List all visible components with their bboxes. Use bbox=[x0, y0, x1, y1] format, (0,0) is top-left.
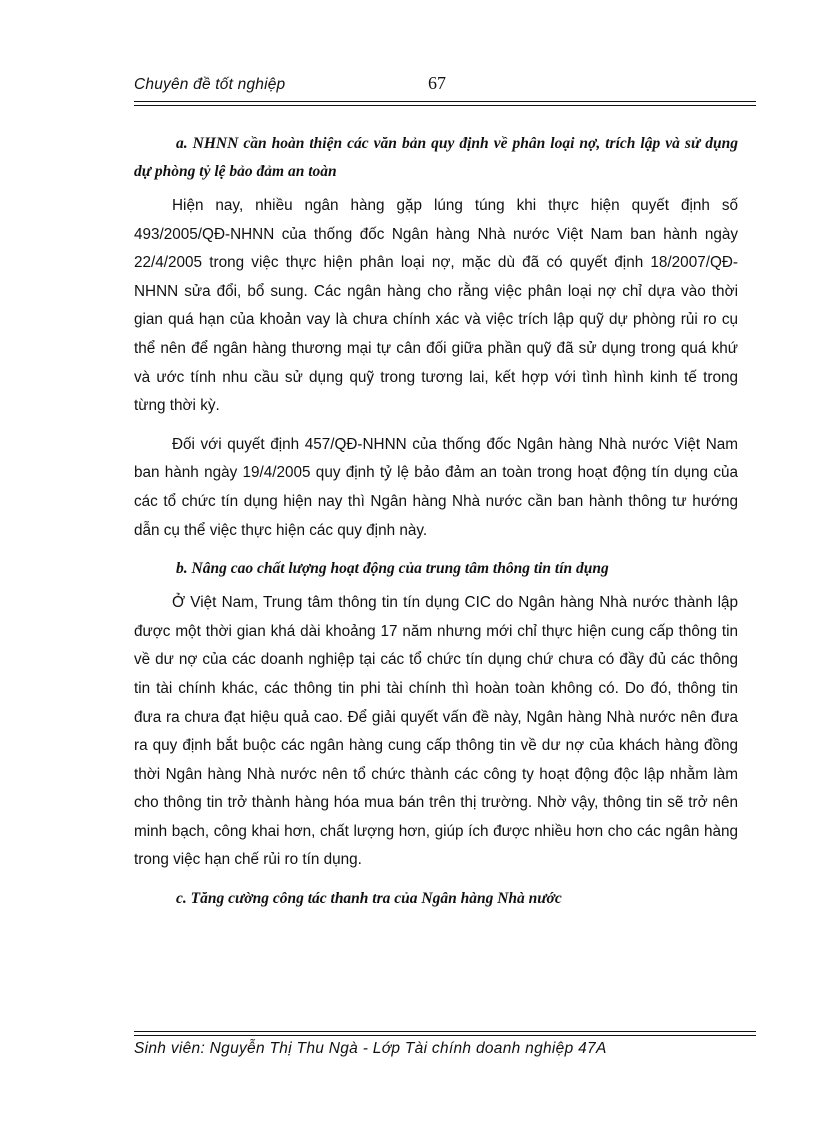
paragraph: Đối với quyết định 457/QĐ-NHNN của thống đốc Ngân hàng Nhà nước Việt Nam ban hành ngày 19/4/2005 quy định tỷ lệ bảo đảm an toàn trong hoạt động tín dụng của các tổ chức tín dụng hiện nay thì Ngân hàng Nhà nước cần ban hành thông tư hướng dẫn cụ thể việc thực hiện các quy định này. bbox=[134, 435, 738, 539]
header-divider bbox=[134, 101, 756, 106]
section-heading-b: b. Nâng cao chất lượng hoạt động của trung tâm thông tin tín dụng bbox=[176, 560, 609, 578]
section-heading-c: c. Tăng cường công tác thanh tra của Ngân hàng Nhà nước bbox=[176, 890, 562, 908]
page-footer: Sinh viên: Nguyễn Thị Thu Ngà - Lớp Tài chính doanh nghiệp 47A bbox=[134, 1040, 607, 1057]
paragraph: Hiện nay, nhiều ngân hàng gặp lúng túng khi thực hiện quyết định số 493/2005/QĐ-NHNN của thống đốc Ngân hàng Nhà nước Việt Nam ban hành ngày 22/4/2005 trong việc thực hiện phân loại nợ, mặc dù đã có quyết định 18/2007/QĐ-NHNN sửa đổi, bổ sung. Các ngân hàng cho rằng việc phân loại nợ chỉ dựa vào thời gian quá hạn của khoản vay là chưa chính xác và việc trích lập quỹ dự phòng rủi ro cụ thể nên để ngân hàng thương mại tự cân đối giữa phần quỹ đã sử dụng trong quá khứ và ước tính nhu cầu sử dụng quỹ trong tương lai, kết hợp với tình hình kinh tế trong từng thời kỳ. bbox=[134, 197, 738, 415]
page-header bbox=[134, 73, 756, 104]
page-number: 67 bbox=[428, 73, 446, 93]
page-body bbox=[134, 130, 738, 913]
section-heading-a: a. NHNN cần hoàn thiện các văn bản quy định về phân loại nợ, trích lập và sử dụng dự phòng tỷ lệ bảo đảm an toàn bbox=[134, 135, 738, 180]
footer-divider bbox=[134, 1031, 756, 1036]
document-title: Chuyên đề tốt nghiệp bbox=[134, 76, 286, 93]
paragraph: Ở Việt Nam, Trung tâm thông tin tín dụng CIC do Ngân hàng Nhà nước thành lập được một thời gian khá dài khoảng 17 năm nhưng mới chỉ thực hiện cung cấp thông tin về dư nợ của các doanh nghiệp tại các tổ chức tín dụng chứ chưa có đầy đủ các thông tin tài chính khác, các thông tin phi tài chính thì hoàn toàn không có. Do đó, thông tin đưa ra chưa đạt hiệu quả cao. Để giải quyết vấn đề này, Ngân hàng Nhà nước nên đưa ra quy định bắt buộc các ngân hàng cung cấp thông tin về dư nợ của khách hàng đồng thời Ngân hàng Nhà nước nên tổ chức thành các công ty hoạt động độc lập nhằm làm cho thông tin trở thành hàng hóa mua bán trên thị trường. Nhờ vậy, thông tin sẽ trở nên minh bạch, công khai hơn, chất lượng hơn, giúp ích được nhiều hơn cho các ngân hàng trong việc hạn chế rủi ro tín dụng. bbox=[134, 594, 738, 869]
